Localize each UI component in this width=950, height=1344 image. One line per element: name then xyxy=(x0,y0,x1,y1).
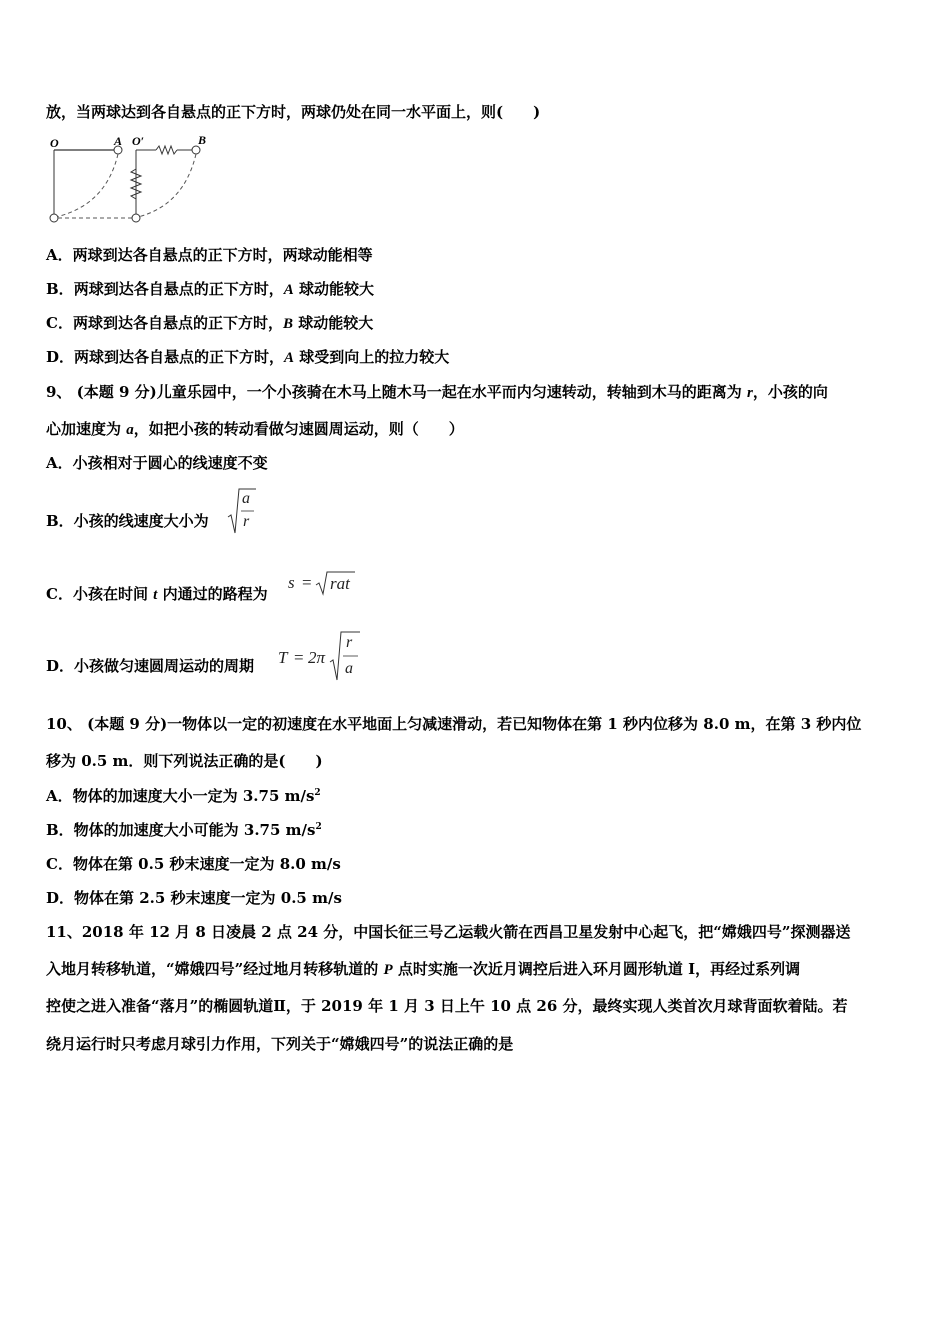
q9-option-b-formula xyxy=(226,487,256,535)
q9-stem-line1: 9、 (本题 9 分)儿童乐园中，一个小孩骑在木马上随木马一起在水平而内匀速转动，转轴到木马的距离为 r，小孩的向 xyxy=(46,383,828,401)
q11-stem-line2: 入地月转移轨道，“嫦娥四号”经过地月转移轨道的 P 点时实施一次近月调控后进入环月圆形轨道 I，再经过系列调 xyxy=(46,960,801,978)
label-o-prime: O′ xyxy=(132,134,145,148)
q10-option-a: A．物体的加速度大小一定为 3.75 $m/s^2$ xyxy=(46,787,321,805)
q9-option-b: B．小孩的线速度大小为 xyxy=(46,512,209,530)
q10-stem-line1: 10、 (本题 9 分)一物体以一定的初速度在水平地面上匀减速滑动，若已知物体在第 1 秒内位移为 8.0 m，在第 3 秒内位 xyxy=(46,715,862,733)
q9-option-c: C．小孩在时间 t 内通过的路程为 xyxy=(46,585,268,603)
q8-option-d: D．两球到达各自悬点的正下方时，A 球受到向上的拉力较大 xyxy=(46,348,450,366)
q11-stem-line3: 控使之进入准备“落月”的椭圆轨道Ⅱ，于 2019 年 1 月 3 日上午 10 点 26 分，最终实现人类首次月球背面软着陆。若 xyxy=(46,997,848,1015)
q11-stem-line4: 绕月运行时只考虑月球引力作用，下列关于“嫦娥四号”的说法正确的是 xyxy=(46,1035,514,1053)
q9-option-d: D．小孩做匀速圆周运动的周期 xyxy=(46,657,255,675)
q9-option-a: A．小孩相对于圆心的线速度不变 xyxy=(46,454,268,472)
q8-stem-text: 放，当两球达到各自悬点的正下方时，两球仍处在同一水平面上，则( ) xyxy=(46,103,541,121)
q9-option-d-formula: T = 2π r a xyxy=(278,630,364,682)
q10-option-b: B．物体的加速度大小可能为 3.75 $m/s^2$ xyxy=(46,821,322,839)
label-o: O xyxy=(50,136,59,150)
q8-option-a: A．两球到达各自悬点的正下方时，两球动能相等 xyxy=(46,246,373,264)
q9b-numerator: a xyxy=(242,490,250,507)
q11-stem-line1: 11、2018 年 12 月 8 日凌晨 2 点 24 分，中国长征三号乙运载火箭在西昌卫星发射中心起飞，把“嫦娥四号”探测器送 xyxy=(46,923,851,941)
label-a: A xyxy=(114,134,123,148)
q10-option-c: C．物体在第 0.5 秒末速度一定为 8.0 m/s xyxy=(46,855,341,873)
q8-option-c: C．两球到达各自悬点的正下方时，B 球动能较大 xyxy=(46,314,374,332)
q8-stem xyxy=(46,102,540,122)
q9-option-c-formula: s = rat xyxy=(288,570,358,596)
q9b-denominator: r xyxy=(243,513,250,530)
q8-option-b: B．两球到达各自悬点的正下方时，A 球动能较大 xyxy=(46,280,374,298)
q10-stem-line2: 移为 0.5 m．则下列说法正确的是( ) xyxy=(46,752,323,770)
q10-option-d: D．物体在第 2.5 秒末速度一定为 0.5 m/s xyxy=(46,889,342,907)
q9-stem-line2: 心加速度为 a，如把小孩的转动看做匀速圆周运动，则（ ） xyxy=(46,420,464,438)
q8-pendulum-figure xyxy=(44,133,214,225)
label-b: B xyxy=(198,133,207,147)
